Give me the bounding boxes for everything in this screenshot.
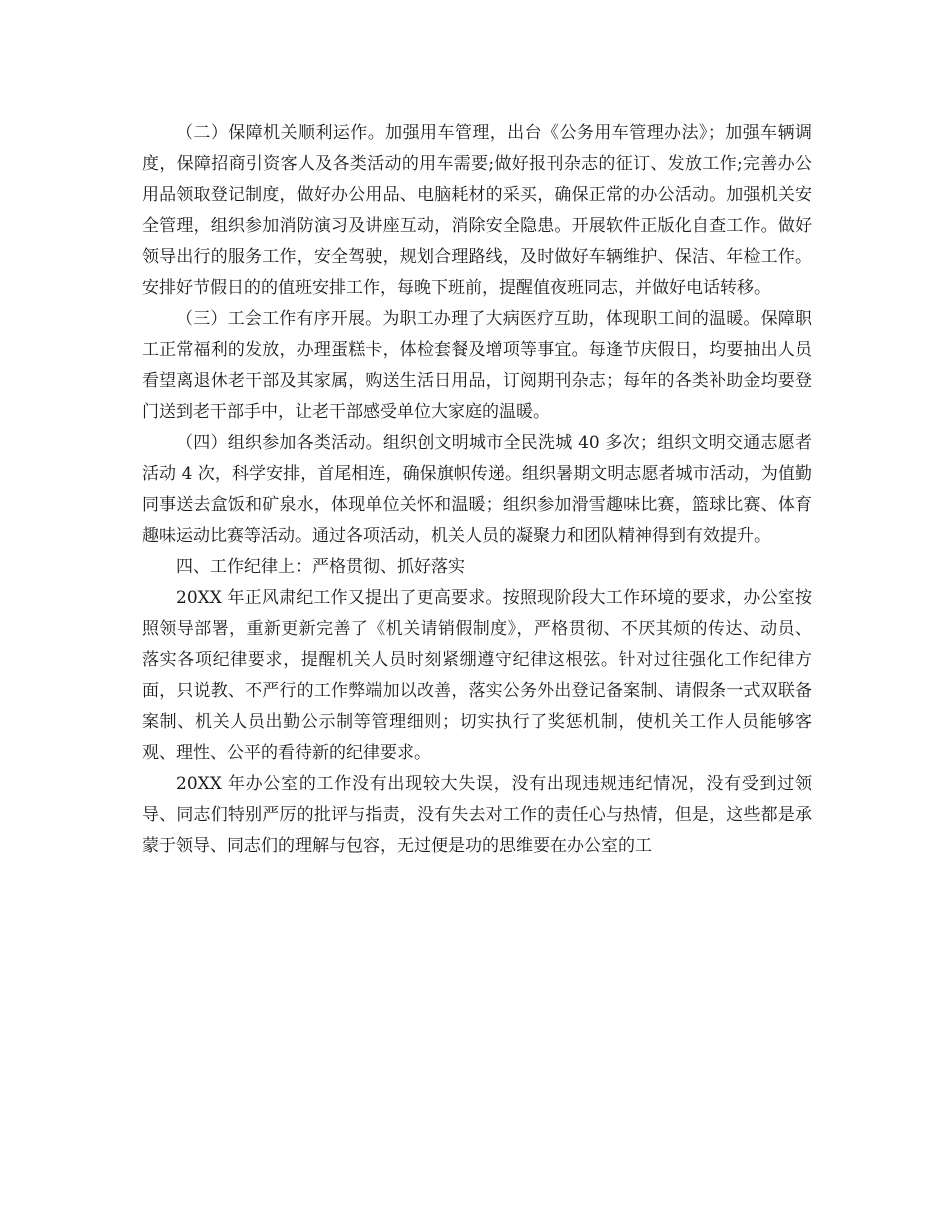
paragraph-discipline: 20XX 年正风肃纪工作又提出了更高要求。按照现阶段大工作环境的要求，办公室按照领导部署，重新更新完善了《机关请销假制度》，严格贯彻、不厌其烦的传达、动员、落实各项纪律要求，提醒机关人员时刻紧绷遵守纪律这根弦。针对过往强化工作纪律方面，只说教、不严行的工作弊端加以改善，落实公务外出登记备案制、请假条一式双联备案制、机关人员出勤公示制等管理细则；切实执行了奖惩机制，使机关工作人员能够客观、理性、公平的看待新的纪律要求。 [142, 588, 812, 763]
section-heading-discipline: 四、工作纪律上：严格贯彻、抓好落实 [176, 557, 465, 577]
paragraph-union-work: （三）工会工作有序开展。为职工办理了大病医疗互助，体现职工间的温暖。保障职工正常福利的发放，办理蛋糕卡，体检套餐及增项等事宜。每逢节庆假日，均要抽出人员看望离退休老干部及其家属，购送生活日用品，订阅期刊杂志；每年的各类补助金均要登门送到老干部手中，让老干部感受单位大家庭的温暖。 [142, 309, 812, 422]
paragraph-summary: 20XX 年办公室的工作没有出现较大失误，没有出现违规违纪情况，没有受到过领导、同志们特别严厉的批评与指责，没有失去对工作的责任心与热情，但是，这些都是承蒙于领导、同志们的理解与包容，无过便是功的思维要在办公室的工 [142, 774, 812, 856]
paragraph-activities: （四）组织参加各类活动。组织创文明城市全民洗城 40 多次；组织文明交通志愿者活动 4 次，科学安排，首尾相连，确保旗帜传递。组织暑期文明志愿者城市活动，为值勤同事送去盒饭和矿泉水，体现单位关怀和温暖；组织参加滑雪趣味比赛，篮球比赛、体育趣味运动比赛等活动。通过各项活动，机关人员的凝聚力和团队精神得到有效提升。 [142, 433, 812, 546]
paragraph-logistics: （二）保障机关顺利运作。加强用车管理，出台《公务用车管理办法》；加强车辆调度，保障招商引资客人及各类活动的用车需要;做好报刊杂志的征订、发放工作;完善办公用品领取登记制度，做好办公用品、电脑耗材的采买，确保正常的办公活动。加强机关安全管理，组织参加消防演习及讲座互动，消除安全隐患。开展软件正版化自查工作。做好领导出行的服务工作，安全驾驶，规划合理路线，及时做好车辆维护、保洁、年检工作。安排好节假日的的值班安排工作，每晚下班前，提醒值夜班同志，并做好电话转移。 [142, 123, 812, 298]
document-body [142, 118, 812, 862]
